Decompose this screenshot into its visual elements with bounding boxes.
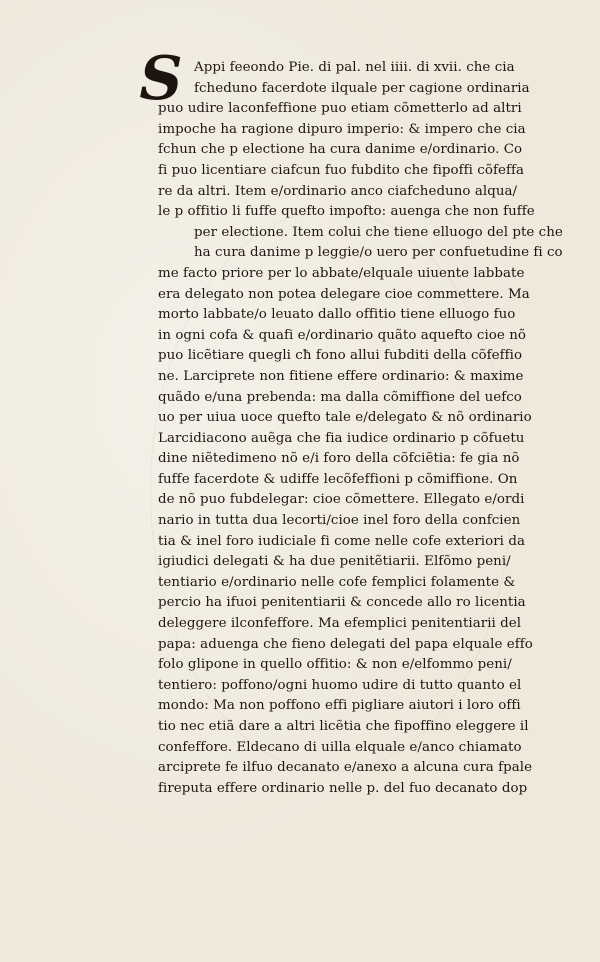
text-line: in ogni cofa & quafi e/ordinario quãto aquefto cioe nõ <box>158 327 526 343</box>
text-line: era delegato non potea delegare cioe commettere. Ma <box>158 286 530 302</box>
decorated-initial: S <box>139 44 183 114</box>
text-line: fireputa effere ordinario nelle p. del fuo decanato dop <box>158 780 528 796</box>
text-line: confeffore. Eldecano di uilla elquale e/anco chiamato <box>158 739 522 755</box>
text-line: re da altri. Item e/ordinario anco ciafcheduno alqua/ <box>158 183 518 199</box>
text-line: deleggere ilconfeffore. Ma efemplici penitentiarii del <box>158 616 522 632</box>
text-line: per electione. Item colui che tiene elluogo del pte che <box>194 224 563 240</box>
text-line: papa: aduenga che fieno delegati del papa elquale effo <box>158 636 533 652</box>
text-line: igiudici delegati & ha due penitẽtiarii. Elfõmo peni/ <box>158 554 511 570</box>
text-line: puo licẽtiare quegli cħ fono allui fubditi della cõfeffio <box>158 348 523 364</box>
text-line: uo per uiua uoce quefto tale e/delegato & nõ ordinario <box>158 410 532 426</box>
text-line: Larcidiacono auẽga che fia iudice ordinario p cõfuetu <box>158 430 525 446</box>
text-line: puo udire laconfeffione puo etiam cõmetterlo ad altri <box>158 101 522 117</box>
text-line: morto labbate/o leuato dallo offitio tiene elluogo fuo <box>158 307 516 323</box>
text-line: Appi feeondo Pie. di pal. nel iiii. di xvii. che cia <box>194 60 515 75</box>
text-line: dine niẽtedimeno nõ e/i foro della cõfciẽtia: fe gia nõ <box>158 451 520 467</box>
text-line: tentiero: poffono/ogni huomo udire di tutto quanto el <box>158 677 522 693</box>
text-line: fchun che p electione ha cura danime e/ordinario. Co <box>158 142 523 158</box>
text-line: nario in tutta dua lecorti/cioe inel foro della confcien <box>158 513 521 529</box>
text-line: arciprete fe ilfuo decanato e/anexo a alcuna cura fpale <box>158 760 533 776</box>
text-line: le p offitio li fuffe quefto impofto: auenga che non fuffe <box>158 204 535 220</box>
text-line: mondo: Ma non poffono effi pigliare aiutori i loro offi <box>158 698 521 714</box>
text-lines <box>158 58 574 799</box>
text-line: me facto priore per lo abbate/elquale uiuente labbate <box>158 265 525 281</box>
text-column <box>139 44 574 799</box>
text-line: ne. Larciprete non fitiene effere ordinario: & maxime <box>158 368 524 384</box>
text-line: fi puo licentiare ciafcun fuo fubdito che fipoffi cõfeffa <box>158 162 524 178</box>
text-line: tio nec etiã dare a altri licẽtia che fipoffino eleggere il <box>158 719 529 734</box>
text-line: percio ha ifuoi penitentiarii & concede allo ro licentia <box>158 595 526 611</box>
text-line: fcheduno facerdote ilquale per cagione ordinaria <box>194 80 530 96</box>
text-line: tentiario e/ordinario nelle cofe femplici folamente & <box>158 574 516 590</box>
text-line: quãdo e/una prebenda: ma dalla cõmiffione del uefco <box>158 389 522 405</box>
text-line: de nõ puo fubdelegar: cioe cõmettere. Ellegato e/ordi <box>158 492 525 508</box>
text-line: folo glipone in quello offitio: & non e/elfommo peni/ <box>158 657 512 673</box>
text-line: fuffe facerdote & udiffe lecõfeffioni p cõmiffione. On <box>158 471 518 487</box>
text-line: impoche ha ragione dipuro imperio: & impero che cia <box>158 121 526 137</box>
text-line: tia & inel foro iudiciale fi come nelle cofe exteriori da <box>158 533 525 549</box>
text-line: ha cura danime p leggie/o uero per confuetudine fi co <box>194 245 563 261</box>
